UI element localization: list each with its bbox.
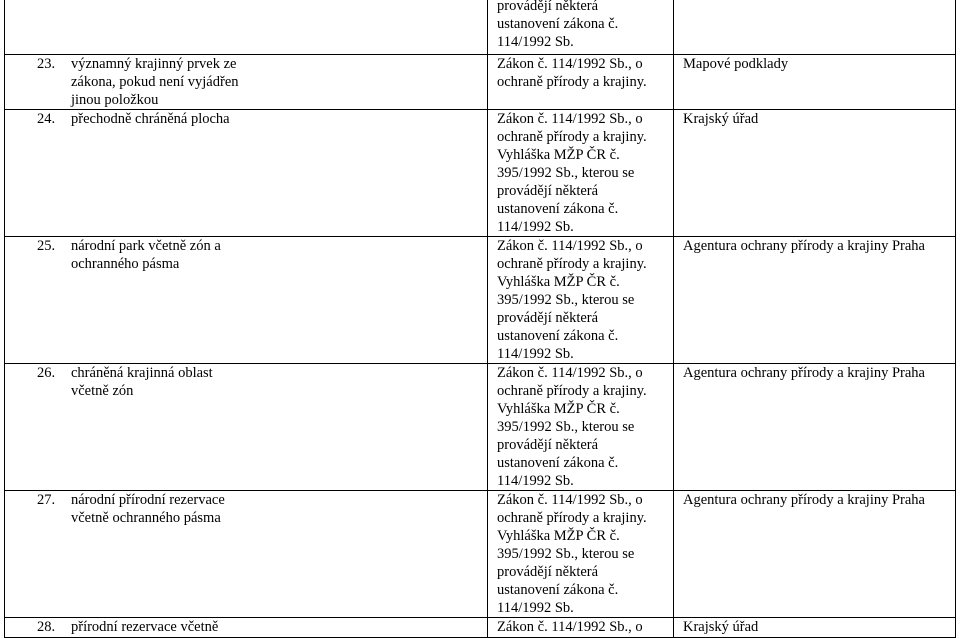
table-row [5, 237, 956, 364]
subject-cell [5, 618, 488, 638]
source-cell [674, 55, 956, 110]
subject-cell [5, 0, 488, 55]
table-row [5, 364, 956, 491]
law-cell [488, 237, 674, 364]
law-text: Zákon č. 114/1992 Sb., o [497, 619, 643, 635]
subject-text: významný krajinný prvek ze zákona, pokud není vyjádřen jinou položkou [71, 56, 239, 108]
row-number: 23. [37, 56, 56, 72]
table-row [5, 110, 956, 237]
source-cell [674, 491, 956, 618]
source-text: Agentura ochrany přírody a krajiny Praha [683, 492, 925, 508]
source-text: Agentura ochrany přírody a krajiny Praha [683, 365, 925, 381]
subject-text: přechodně chráněná plocha [71, 111, 230, 127]
row-number: 27. [37, 492, 56, 508]
law-text: provádějí některá ustanovení zákona č. 114/1992 Sb. [497, 0, 619, 50]
law-cell [488, 110, 674, 237]
law-cell [488, 364, 674, 491]
subject-cell [5, 364, 488, 491]
source-text: Krajský úřad [683, 111, 759, 127]
source-cell [674, 110, 956, 237]
subject-cell [5, 110, 488, 237]
table-row [5, 55, 956, 110]
row-number: 26. [37, 365, 56, 381]
source-text: Agentura ochrany přírody a krajiny Praha [683, 238, 925, 254]
source-cell [674, 618, 956, 638]
law-text: Zákon č. 114/1992 Sb., o ochraně přírody a krajiny. Vyhláška MŽP ČR č. 395/1992 Sb., kterou se provádějí některá ustanovení zákona č. 114/1992 Sb. [497, 111, 647, 235]
subject-cell [5, 491, 488, 618]
source-cell [674, 237, 956, 364]
law-text: Zákon č. 114/1992 Sb., o ochraně přírody a krajiny. Vyhláška MŽP ČR č. 395/1992 Sb., kterou se provádějí některá ustanovení zákona č. 114/1992 Sb. [497, 238, 647, 362]
source-text: Krajský úřad [683, 619, 759, 635]
law-cell [488, 0, 674, 55]
subject-cell [5, 55, 488, 110]
law-text: Zákon č. 114/1992 Sb., o ochraně přírody a krajiny. [497, 56, 647, 90]
source-cell [674, 364, 956, 491]
subject-text: národní přírodní rezervace včetně ochranného pásma [71, 492, 225, 526]
law-cell [488, 491, 674, 618]
subject-text: přírodní rezervace včetně [71, 619, 219, 635]
law-cell [488, 618, 674, 638]
row-number: 28. [37, 619, 56, 635]
table-row [5, 618, 956, 638]
source-cell [674, 0, 956, 55]
source-text: Mapové podklady [683, 56, 789, 72]
subject-text: národní park včetně zón a ochranného pásma [71, 238, 221, 272]
row-number: 25. [37, 238, 56, 254]
row-number: 24. [37, 111, 56, 127]
register-table [4, 0, 956, 638]
law-cell [488, 55, 674, 110]
subject-cell [5, 237, 488, 364]
subject-text: chráněná krajinná oblast včetně zón [71, 365, 213, 399]
table-row [5, 491, 956, 618]
table-row [5, 0, 956, 55]
law-text: Zákon č. 114/1992 Sb., o ochraně přírody a krajiny. Vyhláška MŽP ČR č. 395/1992 Sb., kterou se provádějí některá ustanovení zákona č. 114/1992 Sb. [497, 365, 647, 489]
law-text: Zákon č. 114/1992 Sb., o ochraně přírody a krajiny. Vyhláška MŽP ČR č. 395/1992 Sb., kterou se provádějí některá ustanovení zákona č. 114/1992 Sb. [497, 492, 647, 616]
